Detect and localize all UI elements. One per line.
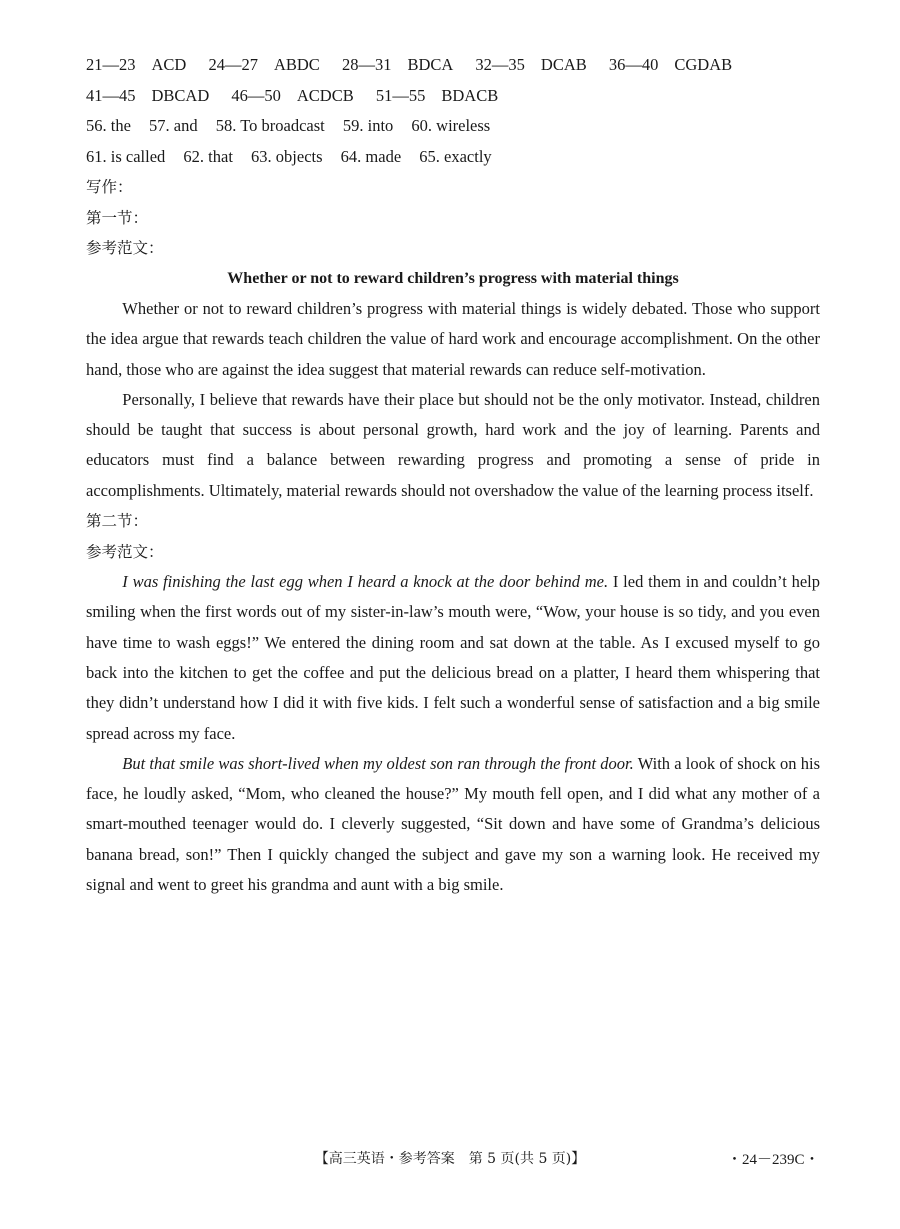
- paragraph-body: With a look of shock on his face, he loudly asked, “Mom, who cleaned the house?” My mouth fell open, and I did what any mother of a smart-mouthed teenager would do. I cleverly suggested, “Sit down and have some of Grandma’s delicious banana bread, son!” Then I quickly changed the subject and gave my son a warning look. He received my signal and went to greet his grandma and aunt with a big smile.: [86, 753, 820, 895]
- section-one-label: 第一节：: [86, 208, 149, 227]
- fill-blank-answer: 61. is called: [86, 146, 166, 166]
- answer-key: ACDCB: [296, 85, 354, 105]
- page-footer: [0, 1148, 900, 1172]
- answer-range: 46—50: [231, 85, 281, 105]
- fill-blank-answer: 57. and: [149, 116, 198, 135]
- essay-title: Whether or not to reward children’s progress with material things: [227, 269, 679, 287]
- sample-essay-label: 参考范文：: [86, 239, 164, 257]
- answer-key: CGDAB: [674, 55, 733, 74]
- answer-page: [86, 50, 820, 900]
- sample-essay-label: 参考范文：: [86, 542, 164, 561]
- answer-key-row-1: [86, 50, 820, 81]
- writing-label: 写作：: [86, 178, 133, 196]
- answer-key: DCAB: [540, 55, 587, 74]
- continuation-paragraph: [86, 749, 820, 900]
- answer-key: ACD: [151, 55, 187, 74]
- footer-code: ・24－239C・: [727, 1152, 820, 1168]
- answer-range: 24—27: [208, 55, 258, 74]
- fill-blank-answer: 60. wireless: [411, 116, 491, 135]
- answer-range: 32—35: [475, 55, 525, 74]
- fill-blank-row-2: [86, 142, 820, 173]
- answer-range: 28—31: [341, 55, 392, 74]
- given-opening-sentence: I was finishing the last egg when I heard a knock at the door behind me.: [122, 572, 609, 592]
- answer-range: 41—45: [86, 85, 136, 105]
- answer-range: 51—55: [375, 85, 426, 105]
- answer-key-row-2: [86, 81, 820, 112]
- answer-key: DBCAD: [151, 85, 210, 105]
- paragraph-body: I led them in and couldn’t help smiling when the first words out of my sister-in-law’s mouth were, “Wow, your house is so tidy, and you even have time to wash eggs!” We entered the dining room and sat down at the table. As I excused myself to go back into the kitchen to get the coffee and put the delicious bread on a platter, I heard them whispering that they didn’t understand how I did it with five kids. I felt such a wonderful sense of satisfaction and a big smile spread across my face.: [86, 572, 820, 743]
- answer-key: ABDC: [273, 55, 320, 74]
- footer-title: 【高三英语・参考答案 第 5 页(共 5 页)】: [314, 1151, 586, 1167]
- answer-range: 36—40: [608, 55, 659, 74]
- fill-blank-answer: 58. To broadcast: [215, 116, 325, 135]
- fill-blank-answer: 59. into: [342, 116, 394, 135]
- fill-blank-answer: 62. that: [183, 146, 233, 166]
- fill-blank-row-1: [86, 111, 820, 142]
- fill-blank-answer: 64. made: [340, 146, 402, 166]
- given-opening-sentence: But that smile was short-lived when my oldest son ran through the front door.: [122, 753, 634, 773]
- essay-paragraph: Whether or not to reward children’s progress with material things is widely debated. Those who support the idea argue that rewards teach children the value of hard work and encourage accomplishment. On the other hand, those who are against the idea suggest that material rewards can reduce self-motivation.: [86, 299, 820, 379]
- answer-key: BDCA: [407, 55, 454, 74]
- section-two-label: 第二节：: [86, 512, 149, 531]
- fill-blank-answer: 63. objects: [251, 146, 323, 166]
- answer-key: BDACB: [441, 85, 499, 105]
- fill-blank-answer: 56. the: [86, 116, 131, 135]
- answer-range: 21—23: [86, 55, 136, 74]
- fill-blank-answer: 65. exactly: [419, 146, 492, 166]
- continuation-paragraph: [86, 567, 820, 749]
- essay-paragraph: Personally, I believe that rewards have their place but should not be the only motivator. Instead, children should be taught that success is about personal growth, hard work and the joy of learning. Parents and educators must find a balance between rewarding progress and promoting a sense of pride in accomplishments. Ultimately, material rewards should not overshadow the value of the learning process itself.: [86, 389, 820, 500]
